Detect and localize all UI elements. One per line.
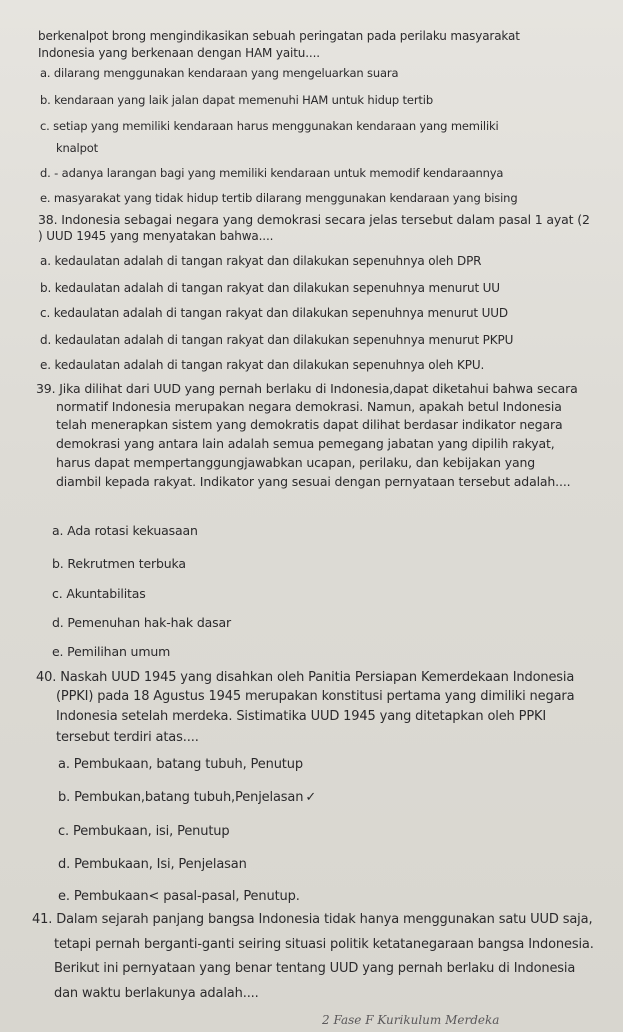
q37-stem-line-1: berkenalpot brong mengindikasikan sebuah peringatan pada perilaku masyarakat <box>38 29 520 43</box>
q39-option-b: b. Rekrutmen terbuka <box>52 556 186 571</box>
checkmark-icon: ✓ <box>305 790 317 805</box>
q41-stem-line-4: dan waktu berlakunya adalah.... <box>54 986 259 1001</box>
q40-option-e: e. Pembukaan< pasal-pasal, Penutup. <box>58 889 300 904</box>
q38-option-a: a. kedaulatan adalah di tangan rakyat dan dilakukan sepenuhnya oleh DPR <box>40 254 482 268</box>
q39-stem-line-3: telah menerapkan sistem yang demokratis dapat dilihat berdasar indikator negara <box>56 417 563 432</box>
q39-stem-line-1: 39. Jika dilihat dari UUD yang pernah berlaku di Indonesia,dapat diketahui bahwa secara <box>36 381 578 396</box>
q37-option-c: c. setiap yang memiliki kendaraan harus menggunakan kendaraan yang memiliki <box>40 119 499 133</box>
q39-stem-line-6: diambil kepada rakyat. Indikator yang sesuai dengan pernyataan tersebut adalah.... <box>56 474 571 489</box>
q41-stem-line-1: 41. Dalam sejarah panjang bangsa Indonesia tidak hanya menggunakan satu UUD saja, <box>32 912 593 927</box>
q40-option-c: c. Pembukaan, isi, Penutup <box>58 824 230 839</box>
q37-option-e: e. masyarakat yang tidak hidup tertib dilarang menggunakan kendaraan yang bising <box>40 191 518 205</box>
q38-stem-line-1: 38. Indonesia sebagai negara yang demokrasi secara jelas tersebut dalam pasal 1 ayat (2 <box>38 212 590 227</box>
q39-option-e: e. Pemilihan umum <box>52 644 171 659</box>
q38-option-c: c. kedaulatan adalah di tangan rakyat dan dilakukan sepenuhnya menurut UUD <box>40 306 509 320</box>
q38-stem-line-2: ) UUD 1945 yang menyatakan bahwa.... <box>38 229 274 243</box>
q41-stem-line-2: tetapi pernah berganti-ganti seiring situasi politik ketatanegaraan bangsa Indonesia. <box>54 937 594 952</box>
q37-option-d: d. - adanya larangan bagi yang memiliki kendaraan untuk memodif kendaraannya <box>40 166 504 180</box>
q37-option-c-cont: knalpot <box>56 141 98 155</box>
q40-option-a: a. Pembukaan, batang tubuh, Penutup <box>58 757 303 772</box>
q40-stem-line-2: (PPKI) pada 18 Agustus 1945 merupakan konstitusi pertama yang dimiliki negara <box>56 689 575 704</box>
q39-stem-line-5: harus dapat mempertanggungjawabkan ucapan, perilaku, dan kebijakan yang <box>56 455 536 470</box>
q40-option-b-text: b. Pembukan,batang tubuh,Penjelasan <box>58 790 304 805</box>
q38-option-e: e. kedaulatan adalah di tangan rakyat dan dilakukan sepenuhnya oleh KPU. <box>40 358 485 372</box>
q39-option-a: a. Ada rotasi kekuasaan <box>52 523 198 538</box>
q39-option-c: c. Akuntabilitas <box>52 586 146 601</box>
q39-stem-line-4: demokrasi yang antara lain adalah semua pemegang jabatan yang dipilih rakyat, <box>56 436 555 451</box>
q38-option-d: d. kedaulatan adalah di tangan rakyat dan dilakukan sepenuhnya menurut PKPU <box>40 333 514 347</box>
q39-stem-line-2: normatif Indonesia merupakan negara demokrasi. Namun, apakah betul Indonesia <box>56 399 562 414</box>
q40-option-b <box>58 789 316 806</box>
page-footer: 2 Fase F Kurikulum Merdeka <box>322 1013 500 1027</box>
q39-option-d: d. Pemenuhan hak-hak dasar <box>52 615 231 630</box>
q37-stem-line-2: Indonesia yang berkenaan dengan HAM yaitu.... <box>38 46 320 60</box>
q41-stem-line-3: Berikut ini pernyataan yang benar tentang UUD yang pernah berlaku di Indonesia <box>54 961 576 976</box>
q40-stem-line-1: 40. Naskah UUD 1945 yang disahkan oleh Panitia Persiapan Kemerdekaan Indonesia <box>36 670 575 685</box>
q40-stem-line-4: tersebut terdiri atas.... <box>56 730 199 745</box>
q40-stem-line-3: Indonesia setelah merdeka. Sistimatika UUD 1945 yang ditetapkan oleh PPKI <box>56 709 547 724</box>
q38-option-b: b. kedaulatan adalah di tangan rakyat dan dilakukan sepenuhnya menurut UU <box>40 281 500 295</box>
q40-option-d: d. Pembukaan, Isi, Penjelasan <box>58 857 247 872</box>
q37-option-a: a. dilarang menggunakan kendaraan yang mengeluarkan suara <box>40 66 399 80</box>
q37-option-b: b. kendaraan yang laik jalan dapat memenuhi HAM untuk hidup tertib <box>40 93 433 107</box>
